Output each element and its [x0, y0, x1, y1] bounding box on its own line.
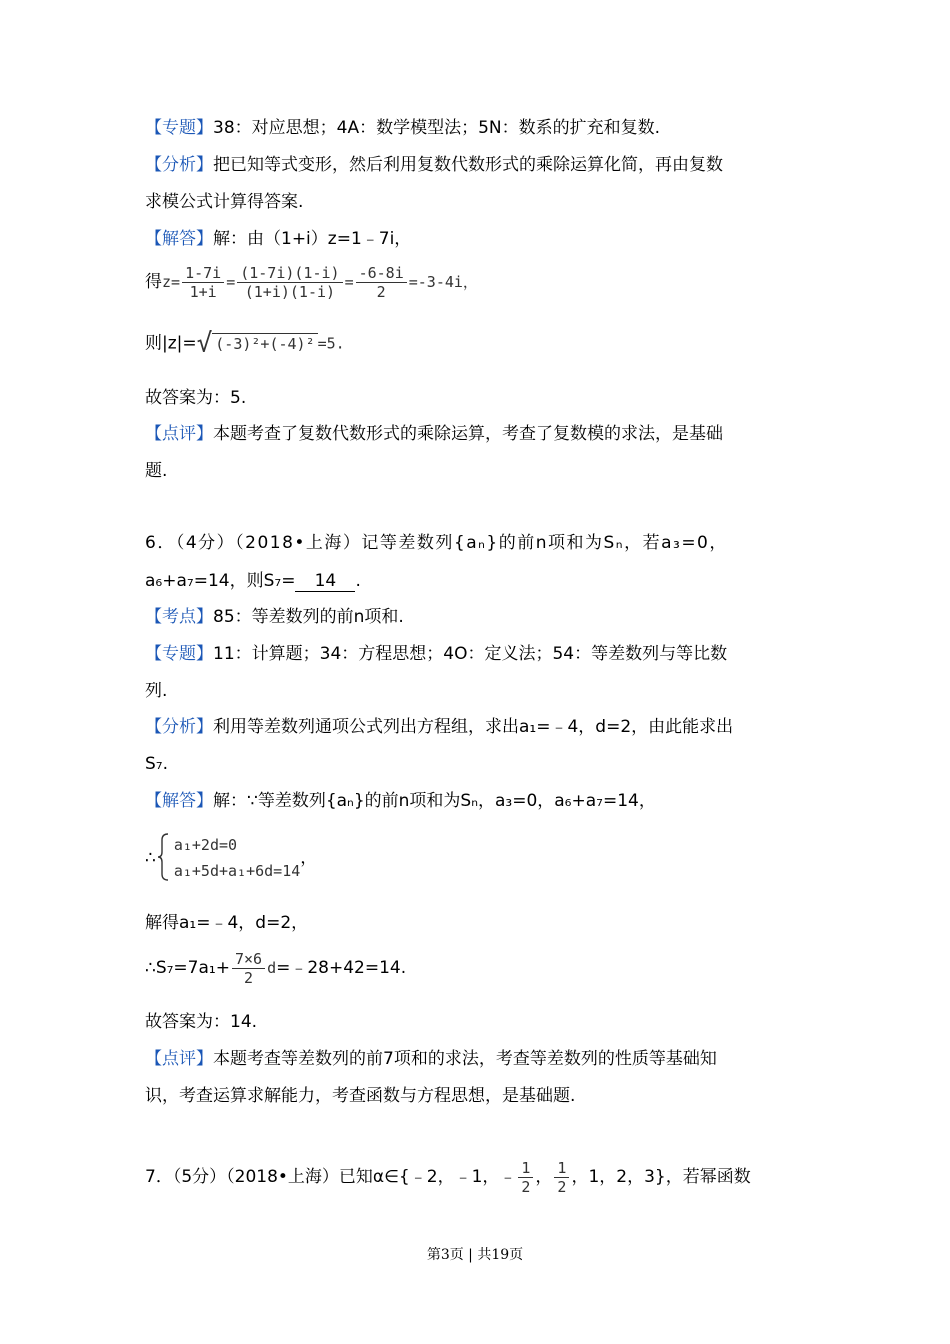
q6-analysis-line2: S₇.: [145, 754, 169, 774]
page-footer: 第3页 | 共19页: [426, 1247, 524, 1263]
q6-topic-line1: [145, 642, 727, 666]
q6-analysis-line1: [145, 715, 733, 739]
answer-blank: 14: [295, 571, 355, 592]
s7-tail: =﹣28+42=14.: [276, 958, 407, 978]
eq1-z: z=: [162, 273, 181, 291]
left-brace-icon: [156, 832, 170, 882]
q7-header: [145, 1152, 751, 1202]
system-row-1: a₁+2d=0: [173, 836, 238, 854]
eq1-equals: =: [226, 273, 236, 291]
q5-review-line2: 题.: [145, 461, 168, 481]
fraction-numerator: -6-8i: [356, 264, 407, 283]
eq1-fraction-2: [237, 264, 342, 301]
q6-line2-prefix: a₆+a₇=14，则S₇=: [145, 571, 296, 591]
q7-header-suffix: ，1，2，3}，若幂函数: [571, 1167, 751, 1187]
fraction-denominator: 2: [244, 968, 254, 987]
q6-line2-suffix: .: [355, 571, 361, 591]
eq1-tail: =-3-4i，: [408, 273, 478, 291]
q5-analysis-line2: 求模公式计算得答案.: [145, 192, 304, 212]
fraction-numerator: (1-7i)(1-i): [237, 264, 342, 283]
analysis-tag: 【分析】: [145, 717, 213, 737]
q7-header-prefix: 7．（5分）（2018•上海）已知α∈{﹣2，﹣1，﹣: [145, 1167, 517, 1187]
radicand: (-3)²+(-4)²: [212, 333, 317, 354]
q5-topic-line: [145, 116, 660, 140]
topic-text: 38：对应思想；4A：数学模型法；5N：数系的扩充和复数.: [213, 118, 661, 138]
q5-solution-line: [145, 227, 411, 251]
system-suffix: ，: [300, 848, 318, 868]
fraction-denominator: 1+i: [189, 282, 217, 301]
q6-header: 6．（4分）（2018•上海）记等差数列{aₙ}的前n项和为Sₙ，若a₃=0，: [145, 533, 728, 553]
review-text: 本题考查了复数代数形式的乘除运算，考查了复数模的求法，是基础: [213, 424, 723, 444]
q6-topic-line2: 列.: [145, 681, 168, 701]
q6-answer: 故答案为：14.: [145, 1012, 258, 1032]
q7-fraction-1: [518, 1159, 533, 1196]
q6-s7-equation: [145, 946, 406, 990]
topic-tag: 【专题】: [145, 644, 213, 664]
q7-separator: ，: [535, 1167, 553, 1187]
s7-prefix: ∴S₇=7a₁+: [145, 958, 230, 978]
q6-review-line2: 识，考查运算求解能力，考查函数与方程思想，是基础题.: [145, 1086, 576, 1106]
fraction-numerator: 1-7i: [182, 264, 224, 283]
fraction-numerator: 7×6: [232, 950, 265, 969]
q6-point-line: [145, 605, 404, 629]
review-text: 本题考查等差数列的前7项和的求法，考查等差数列的性质等基础知: [213, 1049, 717, 1069]
system-row-2: a₁+5d+a₁+6d=14: [173, 862, 301, 880]
fraction-numerator: 1: [518, 1159, 533, 1178]
sqrt-expression: [197, 326, 318, 361]
eq1-fraction-1: [182, 264, 224, 301]
solution-text: 解：∵等差数列{aₙ}的前n项和为Sₙ，a₃=0，a₆+a₇=14，: [213, 791, 656, 811]
q6-solve-line: 解得a₁=﹣4，d=2，: [145, 913, 309, 933]
q6-solution-line: [145, 789, 656, 813]
analysis-text: 把已知等式变形，然后利用复数代数形式的乘除运算化简，再由复数: [213, 155, 723, 175]
fraction-denominator: 2: [376, 282, 386, 301]
fraction-denominator: 2: [521, 1177, 531, 1196]
fraction-denominator: (1+i)(1-i): [244, 282, 336, 301]
radical-sign-icon: √: [196, 328, 213, 359]
topic-tag: 【专题】: [145, 118, 213, 138]
solution-tag: 【解答】: [145, 791, 213, 811]
point-text: 85：等差数列的前n项和.: [213, 607, 404, 627]
q5-equation-2: [145, 326, 345, 361]
eq1-equals: =: [344, 273, 354, 291]
s7-fraction: [232, 950, 265, 987]
fraction-denominator: 2: [557, 1177, 567, 1196]
solution-text: 解：由（1+i）z=1﹣7i，: [213, 229, 412, 249]
q6-review-line1: [145, 1047, 717, 1071]
eq1-prefix: 得: [145, 272, 162, 292]
q5-analysis-line1: [145, 153, 723, 177]
eq1-fraction-3: [356, 264, 407, 301]
q5-review-line1: [145, 422, 723, 446]
solution-tag: 【解答】: [145, 229, 213, 249]
topic-text: 11：计算题；34：方程思想；4O：定义法；54：等差数列与等比数: [213, 644, 728, 664]
q5-answer: 故答案为：5.: [145, 388, 247, 408]
therefore-symbol: ∴: [145, 848, 156, 868]
s7-d: d: [267, 959, 277, 977]
q7-fraction-2: [554, 1159, 569, 1196]
q6-equation-system: [145, 830, 317, 886]
q5-equation-1: [145, 262, 478, 302]
eq2-tail: =5.: [317, 334, 345, 353]
q6-header-line2: [145, 569, 361, 593]
equation-system: [156, 832, 300, 884]
analysis-tag: 【分析】: [145, 155, 213, 175]
review-tag: 【点评】: [145, 1049, 213, 1069]
review-tag: 【点评】: [145, 424, 213, 444]
fraction-numerator: 1: [554, 1159, 569, 1178]
eq2-prefix: 则|z|=: [145, 333, 197, 354]
analysis-text: 利用等差数列通项公式列出方程组，求出a₁=﹣4，d=2，由此能求出: [213, 717, 734, 737]
point-tag: 【考点】: [145, 607, 213, 627]
